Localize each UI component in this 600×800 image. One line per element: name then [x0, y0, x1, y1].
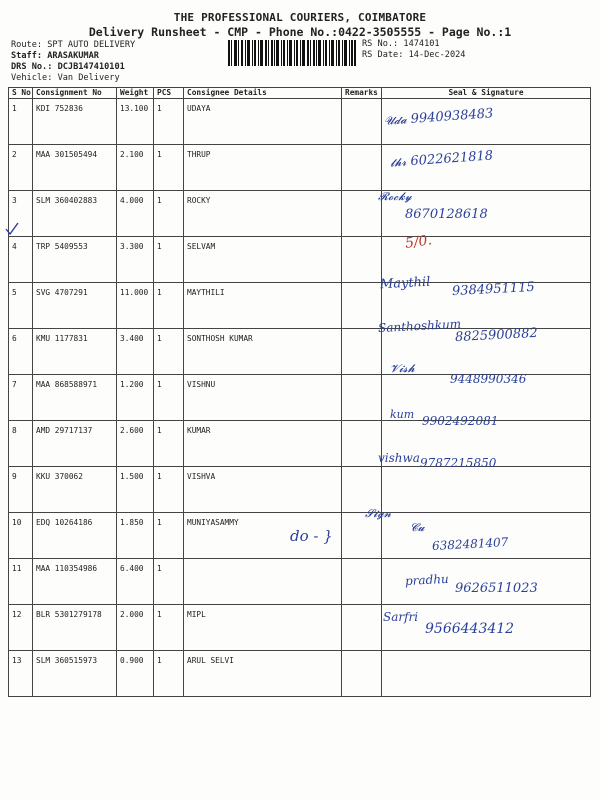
sno-cell: 12: [9, 605, 33, 651]
consignee-cell: [184, 559, 342, 605]
staff-line: Staff: ARASAKUMAR: [11, 51, 99, 61]
weight-cell: 1.200: [117, 375, 154, 421]
pcs-cell: 1: [154, 237, 184, 283]
table-row: [9, 651, 591, 697]
column-header-weight: Weight: [117, 88, 154, 99]
weight-cell: 2.600: [117, 421, 154, 467]
consignee-cell: VISHNU: [184, 375, 342, 421]
handwritten-phone: 9448990346: [450, 372, 527, 386]
handwritten-phone: 6022621818: [410, 148, 494, 170]
handwritten-name: vishwa: [378, 451, 420, 465]
signature-cell: [382, 651, 591, 697]
column-header-consignee: Consignee Details: [184, 88, 342, 99]
pcs-cell: 1: [154, 283, 184, 329]
sno-cell: 1: [9, 99, 33, 145]
consignment-cell: BLR 5301279178: [33, 605, 117, 651]
weight-cell: 2.100: [117, 145, 154, 191]
weight-cell: 1.850: [117, 513, 154, 559]
column-header-sno: S No: [9, 88, 33, 99]
handwritten-name: kum: [390, 408, 415, 421]
consignee-cell: UDAYA: [184, 99, 342, 145]
handwritten-remark: do - }: [290, 527, 333, 545]
consignee-cell: THRUP: [184, 145, 342, 191]
pcs-cell: 1: [154, 145, 184, 191]
table-row: [9, 191, 591, 237]
remarks-cell: [342, 329, 382, 375]
weight-cell: 4.000: [117, 191, 154, 237]
sno-cell: 8: [9, 421, 33, 467]
remarks-cell: [342, 559, 382, 605]
sno-cell: 7: [9, 375, 33, 421]
handwritten-phone: 9940938483: [410, 106, 494, 127]
table-row: [9, 145, 591, 191]
remarks-cell: [342, 99, 382, 145]
consignee-cell: SELVAM: [184, 237, 342, 283]
signature-row-11: 𝓢𝓲𝓰𝓷: [365, 507, 392, 520]
consignment-cell: KKU 370062: [33, 467, 117, 513]
rs-date: RS Date: 14-Dec-2024: [362, 50, 466, 60]
sno-cell: 11: [9, 559, 33, 605]
sno-cell: 3: [9, 191, 33, 237]
remarks-cell: [342, 651, 382, 697]
weight-cell: 13.100: [117, 99, 154, 145]
table-row: [9, 421, 591, 467]
handwritten-phone: 9902492081: [422, 414, 499, 428]
column-header-consignment: Consignment No: [33, 88, 117, 99]
pcs-cell: 1: [154, 375, 184, 421]
table-header-row: [9, 88, 591, 99]
table-row: [9, 99, 591, 145]
sno-cell: 4: [9, 237, 33, 283]
pcs-cell: 1: [154, 605, 184, 651]
pcs-cell: 1: [154, 191, 184, 237]
pcs-cell: 1: [154, 421, 184, 467]
sno-cell: 10: [9, 513, 33, 559]
handwritten-phone: 6382481407: [431, 535, 509, 553]
weight-cell: 6.400: [117, 559, 154, 605]
route-line: Route: SPT AUTO DELIVERY: [11, 40, 136, 50]
weight-cell: 3.400: [117, 329, 154, 375]
remarks-cell: [342, 145, 382, 191]
remarks-cell: [342, 605, 382, 651]
column-header-remarks: Remarks: [342, 88, 382, 99]
remarks-cell: [342, 467, 382, 513]
handwritten-phone: 9566443412: [425, 621, 515, 637]
handwritten-phone: 9626511023: [455, 581, 538, 596]
handwritten-phone: 9384951115: [451, 279, 536, 300]
pcs-cell: 1: [154, 513, 184, 559]
rs-number: RS No.: 1474101: [362, 39, 440, 49]
runsheet-subtitle: Delivery Runsheet - CMP - Phone No.:0422-3505555 - Page No.:1: [88, 25, 512, 39]
signature-row-2: 𝓽𝓱𝓻 6022621818: [389, 148, 494, 170]
weight-cell: 2.000: [117, 605, 154, 651]
consignment-cell: SVG 4707291: [33, 283, 117, 329]
consignee-cell: KUMAR: [184, 421, 342, 467]
consignment-cell: KMU 1177831: [33, 329, 117, 375]
weight-cell: 1.500: [117, 467, 154, 513]
runsheet-table: [8, 87, 591, 697]
consignment-cell: SLM 360515973: [33, 651, 117, 697]
column-header-seal-signature: Seal & Signature: [382, 88, 591, 99]
runsheet-meta-left: [11, 40, 135, 84]
pcs-cell: 1: [154, 329, 184, 375]
pcs-cell: 1: [154, 651, 184, 697]
remarks-cell: [342, 237, 382, 283]
consignee-cell: MAYTHILI: [184, 283, 342, 329]
sno-cell: 5: [9, 283, 33, 329]
consignee-cell: ARUL SELVI: [184, 651, 342, 697]
checkmark-icon: [5, 222, 19, 236]
table-row: [9, 237, 591, 283]
signature-row-7: 𝓥𝓲𝓼𝓱: [390, 362, 415, 375]
consignee-cell: ROCKY: [184, 191, 342, 237]
vehicle-line: Vehicle: Van Delivery: [11, 73, 120, 83]
drs-line: DRS No.: DCJB147410101: [11, 62, 125, 72]
consignee-cell: MUNIYASAMMY: [184, 513, 342, 559]
sno-cell: 2: [9, 145, 33, 191]
remarks-cell: [342, 191, 382, 237]
consignee-cell: MIPL: [184, 605, 342, 651]
handwritten-phone: 9787215850: [420, 456, 497, 470]
remarks-cell: [342, 421, 382, 467]
handwritten-phone: 8825900882: [454, 325, 539, 346]
handwritten-mark: 5/0.: [404, 232, 433, 252]
pcs-cell: 1: [154, 559, 184, 605]
runsheet-meta-right: [362, 39, 465, 61]
sno-cell: 13: [9, 651, 33, 697]
consignment-cell: EDQ 10264186: [33, 513, 117, 559]
signature-row-1: 𝓤𝓭𝓪 9940938483: [383, 106, 494, 128]
consignment-cell: MAA 868588971: [33, 375, 117, 421]
consignee-cell: SONTHOSH KUMAR: [184, 329, 342, 375]
signature-cell: [382, 467, 591, 513]
pcs-cell: 1: [154, 99, 184, 145]
signature-row-3: 𝓡𝓸𝓬𝓴𝔂: [378, 190, 412, 203]
pcs-cell: 1: [154, 467, 184, 513]
consignment-cell: AMD 29717137: [33, 421, 117, 467]
remarks-cell: [342, 283, 382, 329]
remarks-cell: [342, 375, 382, 421]
signature-row-11-initial: 𝓒𝓾: [410, 521, 425, 534]
handwritten-name: Santhoshkum: [377, 316, 462, 336]
consignment-cell: MAA 110354986: [33, 559, 117, 605]
sno-cell: 9: [9, 467, 33, 513]
handwritten-phone: 8670128618: [405, 207, 488, 222]
consignee-cell: VISHVA: [184, 467, 342, 513]
handwritten-name: Maythil: [379, 274, 431, 293]
consignment-cell: MAA 301505494: [33, 145, 117, 191]
table-row: [9, 467, 591, 513]
weight-cell: 11.000: [117, 283, 154, 329]
consignment-cell: KDI 752836: [33, 99, 117, 145]
handwritten-name: Sarfri: [383, 610, 419, 624]
sno-cell: 6: [9, 329, 33, 375]
weight-cell: 0.900: [117, 651, 154, 697]
barcode: [228, 40, 356, 66]
weight-cell: 3.300: [117, 237, 154, 283]
handwritten-name: pradhu: [404, 571, 450, 589]
company-title: THE PROFESSIONAL COURIERS, COIMBATORE: [173, 11, 427, 24]
consignment-cell: TRP 5409553: [33, 237, 117, 283]
column-header-pcs: PCS: [154, 88, 184, 99]
consignment-cell: SLM 360402883: [33, 191, 117, 237]
